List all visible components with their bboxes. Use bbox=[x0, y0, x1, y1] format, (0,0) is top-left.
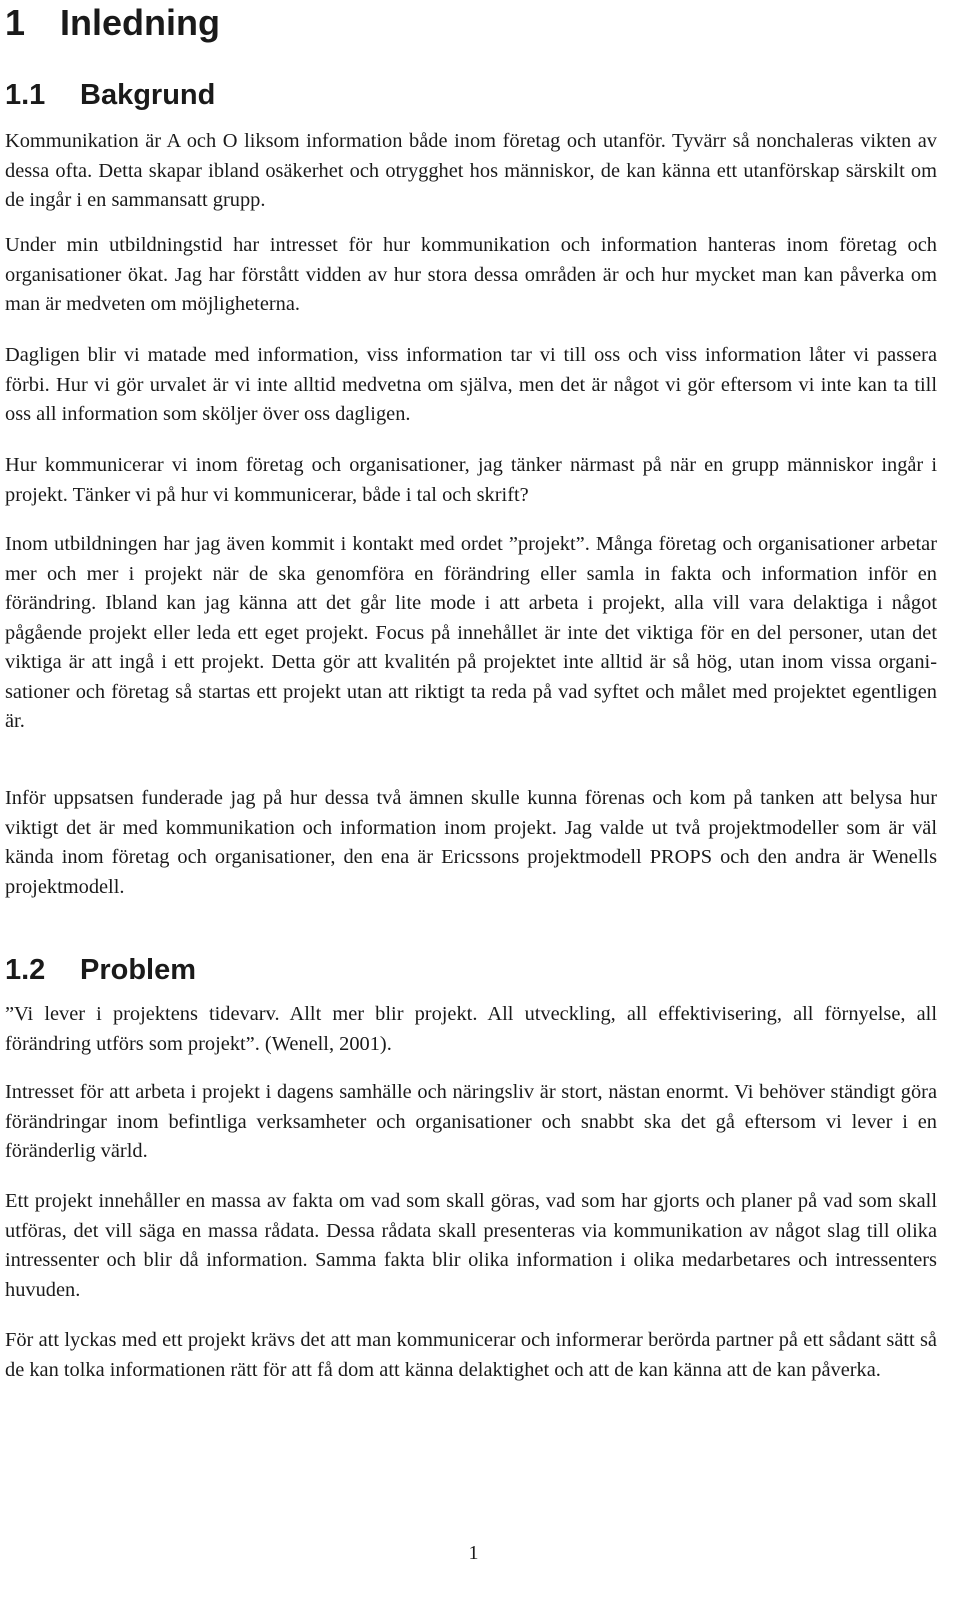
section-title: Bakgrund bbox=[80, 79, 216, 111]
section-title: Problem bbox=[80, 954, 197, 986]
chapter-heading bbox=[5, 2, 220, 44]
paragraph: Inom utbildningen har jag även kommit i kontakt med ordet ”projekt”. Många företag och organisationer arbetar mer och mer i projekt när de ska genomföra en förändring eller samla in fakta och information inför en förändring. Ibland kan jag känna att det går lite mode i att arbeta i projekt, alla vill vara delaktiga i något pågående projekt eller leda ett eget projekt. Focus på innehållet är inte det viktiga för en del personer, utan det viktiga är att ingå i ett projekt. Detta gör att kvalitén på projektet inte alltid är så hög, utan inom vissa organisationer och företag så startas ett projekt utan att riktigt ta reda på vad syftet och målet med projektet egentligen är. bbox=[5, 533, 937, 732]
page-number: 1 bbox=[468, 1542, 479, 1564]
paragraph: Kommunikation är A och O liksom information både inom företag och utanför. Tyvärr så nonchaleras vikten av dessa ofta. Detta skapar ibland osäkerhet och otrygghet hos människor, de kan känna ett utanförskap särskilt om de ingår i en sammansatt grupp. bbox=[5, 130, 937, 211]
paragraph: Inför uppsatsen funderade jag på hur dessa två ämnen skulle kunna förenas och kom på tanken att belysa hur viktigt det är med kommunikation och information inom projekt. Jag valde ut två projektmodeller som är väl kända inom företag och organisationer, den ena är Ericssons projektmodell PROPS och den andra är Wenells projektmodell. bbox=[5, 787, 937, 898]
paragraph: ”Vi lever i projektens tidevarv. Allt mer blir projekt. All utveckling, all effektivisering, all förnyelse, all förändring utförs som projekt”. (Wenell, 2001). bbox=[5, 1003, 937, 1055]
section-heading-bakgrund bbox=[5, 79, 215, 112]
paragraph: Hur kommunicerar vi inom företag och organisationer, jag tänker närmast på när en grupp människor ingår i projekt. Tänker vi på hur vi kommunicerar, både i tal och skrift? bbox=[5, 454, 937, 506]
paragraph: Intresset för att arbeta i projekt i dagens samhälle och näringsliv är stort, nästan enormt. Vi behöver ständigt göra förändringar inom befintliga verksamheter och organisationer och snabbt ska det gå eftersom vi lever i en föränderlig värld. bbox=[5, 1081, 937, 1162]
section-heading-problem bbox=[5, 954, 196, 987]
chapter-title: Inledning bbox=[60, 2, 220, 43]
paragraph: Dagligen blir vi matade med information, viss information tar vi till oss och viss information låter vi passera förbi. Hur vi gör urvalet är vi inte alltid medvetna om själva, men det är något vi gör eftersom vi inte kan ta till oss all information som sköljer över oss dagligen. bbox=[5, 344, 937, 425]
paragraph: Ett projekt innehåller en massa av fakta om vad som skall göras, vad som har gjorts och planer på vad som skall utföras, det vill säga en massa rådata. Dessa rådata skall presenteras via kommunikation av något slag till olika intressenter och blir då information. Samma fakta blir olika information i olika medarbetares och intressenters huvuden. bbox=[5, 1190, 937, 1301]
paragraph: Under min utbildningstid har intresset för hur kommunikation och information hanteras inom företag och organisationer ökat. Jag har förstått vidden av hur stora dessa områden är och hur mycket man kan påverka om man är medveten om möjligheterna. bbox=[5, 234, 937, 315]
section-number: 1.1 bbox=[5, 79, 46, 111]
section-number: 1.2 bbox=[5, 954, 46, 986]
paragraph: För att lyckas med ett projekt krävs det att man kommunicerar och informerar berörda partner på ett sådant sätt så de kan tolka informationen rätt för att få dom att känna delaktighet och att de kan känna att de kan påverka. bbox=[5, 1329, 937, 1381]
chapter-number: 1 bbox=[5, 2, 26, 43]
